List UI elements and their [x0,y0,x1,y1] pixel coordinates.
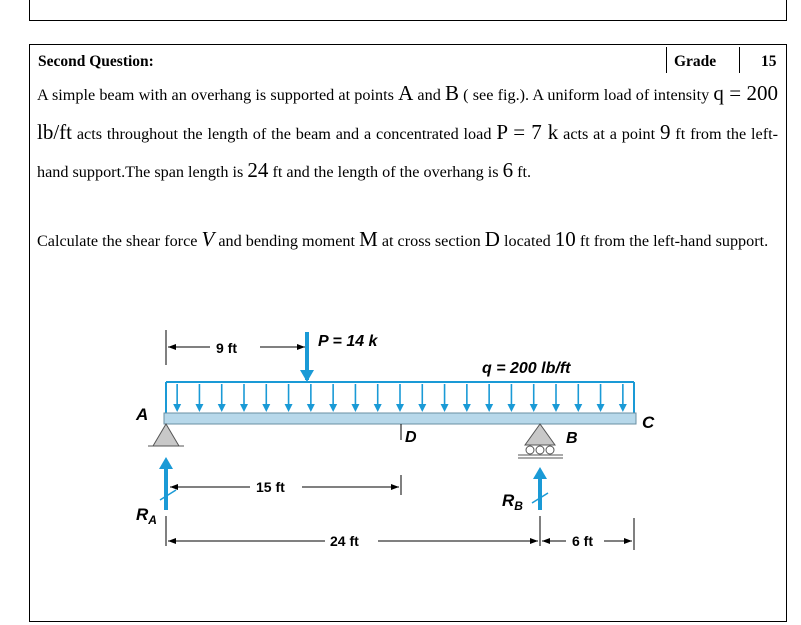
reaction-rb [502,467,548,546]
load-arrow-head [574,404,582,412]
problem-statement: A simple beam with an overhang is supported at points A and B ( see fig.). A uniform load of intensity q = 200 lb/ft acts throughout the length of the beam and a concentrated load P = 7 k acts at a point 9 ft from the left-hand support.The span length is 24 ft and the length of the overhang is 6 ft. [37,81,779,182]
load-q-label: q = 200 lb/ft [482,360,571,377]
load-arrow-head [173,404,181,412]
previous-question-box [29,0,787,21]
beam [164,413,636,424]
roller-support-b [518,424,563,458]
load-arrow-head [552,404,560,412]
dim-24ft [168,533,538,549]
grade-divider [739,47,740,73]
task-statement: Calculate the shear force V and bending moment M at cross section D located 10 ft from the left-hand support. [37,227,769,251]
label-c: C [642,413,655,432]
load-arrow-head [262,404,270,412]
load-arrow-head [285,404,293,412]
grade-label: Grade [674,53,717,70]
dim-9ft [166,330,305,365]
grade-divider [666,47,667,73]
question-header [30,46,785,74]
load-arrow-head [507,404,515,412]
distributed-load-arrows [173,384,627,412]
load-arrow-head [329,404,337,412]
label-d: D [405,429,417,446]
ra-label: $R_A$ [136,505,157,527]
dim-6ft [542,518,634,550]
label-a: A [136,405,149,424]
load-arrow-head [619,404,627,412]
load-arrow-head [307,404,315,412]
dim-24ft-label: 24 ft [330,533,359,549]
label-b: B [566,430,578,447]
dim-15ft-label: 15 ft [256,479,285,495]
load-arrow-head [441,404,449,412]
beam-figure [120,320,660,560]
grade-value: 15 [761,53,777,70]
load-p-label: P = 14 k [318,333,378,350]
dim-6ft-label: 6 ft [572,533,593,549]
load-arrow-head [530,404,538,412]
load-arrow-head [396,404,404,412]
load-arrow-head [418,404,426,412]
question-title: Second Question: [38,53,154,70]
dim-15ft [170,475,401,495]
load-arrow-head [218,404,226,412]
load-arrow-head [195,404,203,412]
load-arrow-head [485,404,493,412]
point-load [300,332,379,382]
load-arrow-head [463,404,471,412]
load-arrow-head [597,404,605,412]
load-arrow-head [351,404,359,412]
load-arrow-head [374,404,382,412]
pin-support-a [148,424,184,446]
reaction-ra [136,457,176,546]
rb-label: $R_B$ [502,491,523,513]
load-arrow-head [240,404,248,412]
beam-diagram [120,320,660,560]
dim-9ft-label: 9 ft [216,340,237,356]
